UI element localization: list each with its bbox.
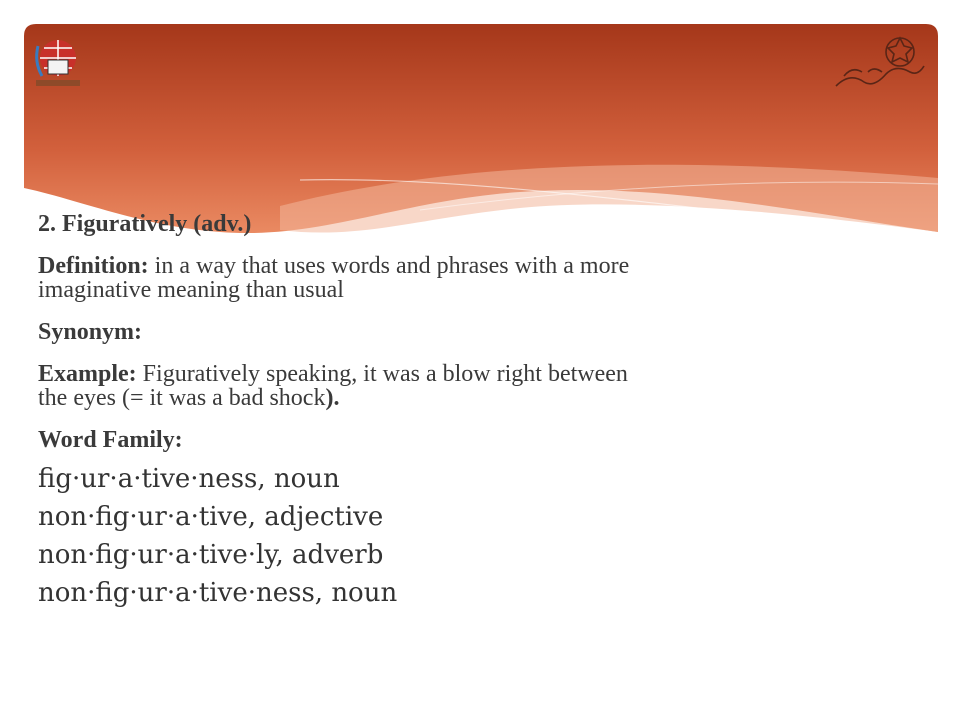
word-family-item: non·fig·ur·a·tive, adjective <box>38 502 384 532</box>
example-line-2: the eyes (= it was a bad shock). <box>38 385 340 411</box>
word-family-label: Word Family: <box>38 427 183 453</box>
definition-line <box>38 254 918 278</box>
slide-content <box>38 212 918 606</box>
word-family-item: fig·ur·a·tive·ness, noun <box>38 464 340 494</box>
example-text: Figuratively speaking, it was a blow right between <box>142 361 628 387</box>
example-line <box>38 362 918 386</box>
word-family-item: non·fig·ur·a·tive·ness, noun <box>38 578 398 608</box>
word-heading: 2. Figuratively (adv.) <box>38 211 252 237</box>
example-label: Example: <box>38 361 137 387</box>
ministry-emblem-icon <box>830 28 930 98</box>
synonym-label: Synonym: <box>38 319 143 345</box>
synonym-line <box>38 320 918 344</box>
university-logo-icon <box>28 30 84 92</box>
definition-label: Definition: <box>38 253 149 279</box>
definition-line-2: imaginative meaning than usual <box>38 277 344 303</box>
definition-text: in a way that uses words and phrases with a more <box>154 253 630 279</box>
word-family-item: non·fig·ur·a·tive·ly, adverb <box>38 540 384 570</box>
